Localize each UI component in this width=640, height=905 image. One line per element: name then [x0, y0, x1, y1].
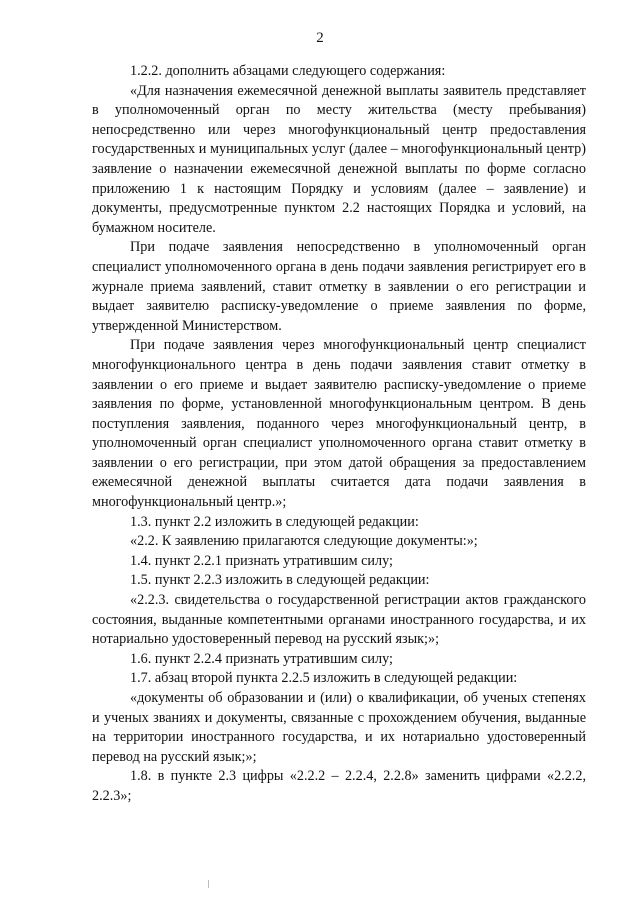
paragraph: «2.2. К заявлению прилагаются следующие документы:»;	[130, 533, 478, 550]
paragraph: «Для назначения ежемесячной денежной выплаты заявитель представляет в уполномоченный орган по месту жительства (месту пребывания) непосредственно или через многофункциональный центр предоставления государственных и муниципальных услуг (далее – многофункциональный центр) заявление о назначении ежемесячной денежной выплаты по форме согласно приложению 1 к настоящим Порядку и условиям (далее – заявление) и документы, предусмотренные пунктом 2.2 настоящих Порядка и условий, на бумажном носителе.	[92, 82, 586, 236]
paragraph: При подаче заявления через многофункциональный центр специалист многофункционального центра в день подачи заявления ставит отметку в заявлении о его приеме и выдает заявителю расписку-уведомление о приеме заявления по форме, установленной многофункциональным центром. В день поступления заявления, поданного через многофункциональный центр, в уполномоченный орган специалист уполномоченного органа ставит отметку в заявлении о его регистрации, при этом датой обращения за предоставлением ежемесячной денежной выплаты считается дата подачи заявления в многофункциональный центр.»;	[92, 337, 586, 511]
paragraph: 1.7. абзац второй пункта 2.2.5 изложить в следующей редакции:	[130, 670, 518, 687]
paragraph: 1.4. пункт 2.2.1 признать утратившим силу;	[130, 552, 393, 569]
scan-mark	[208, 880, 209, 888]
document-body	[92, 62, 586, 807]
paragraph: «2.2.3. свидетельства о государственной регистрации актов гражданского состояния, выданные компетентными органами иностранного государства, и их нотариально удостоверенный перевод на русский язык;»;	[92, 592, 586, 648]
paragraph: При подаче заявления непосредственно в уполномоченный орган специалист уполномоченного органа в день подачи заявления регистрирует его в журнале приема заявлений, ставит отметку в заявлении о его регистрации и выдает заявителю расписку-уведомление о приеме заявления по форме, утвержденной Министерством.	[92, 239, 586, 334]
paragraph: «документы об образовании и (или) о квалификации, об ученых степенях и ученых званиях и документы, связанные с прохождением обучения, выданные на территории иностранного государства, и их нотариально удостоверенный перевод на русский язык;»;	[92, 690, 586, 765]
paragraph: 1.8. в пункте 2.3 цифры «2.2.2 – 2.2.4, 2.2.8» заменить цифрами «2.2.2, 2.2.3»;	[92, 768, 586, 804]
page-number: 2	[316, 30, 324, 46]
paragraph: 1.3. пункт 2.2 изложить в следующей редакции:	[130, 513, 419, 530]
paragraph: 1.6. пункт 2.2.4 признать утратившим силу;	[130, 650, 393, 667]
paragraph: 1.2.2. дополнить абзацами следующего содержания:	[130, 63, 446, 79]
paragraph: 1.5. пункт 2.2.3 изложить в следующей редакции:	[130, 572, 430, 589]
